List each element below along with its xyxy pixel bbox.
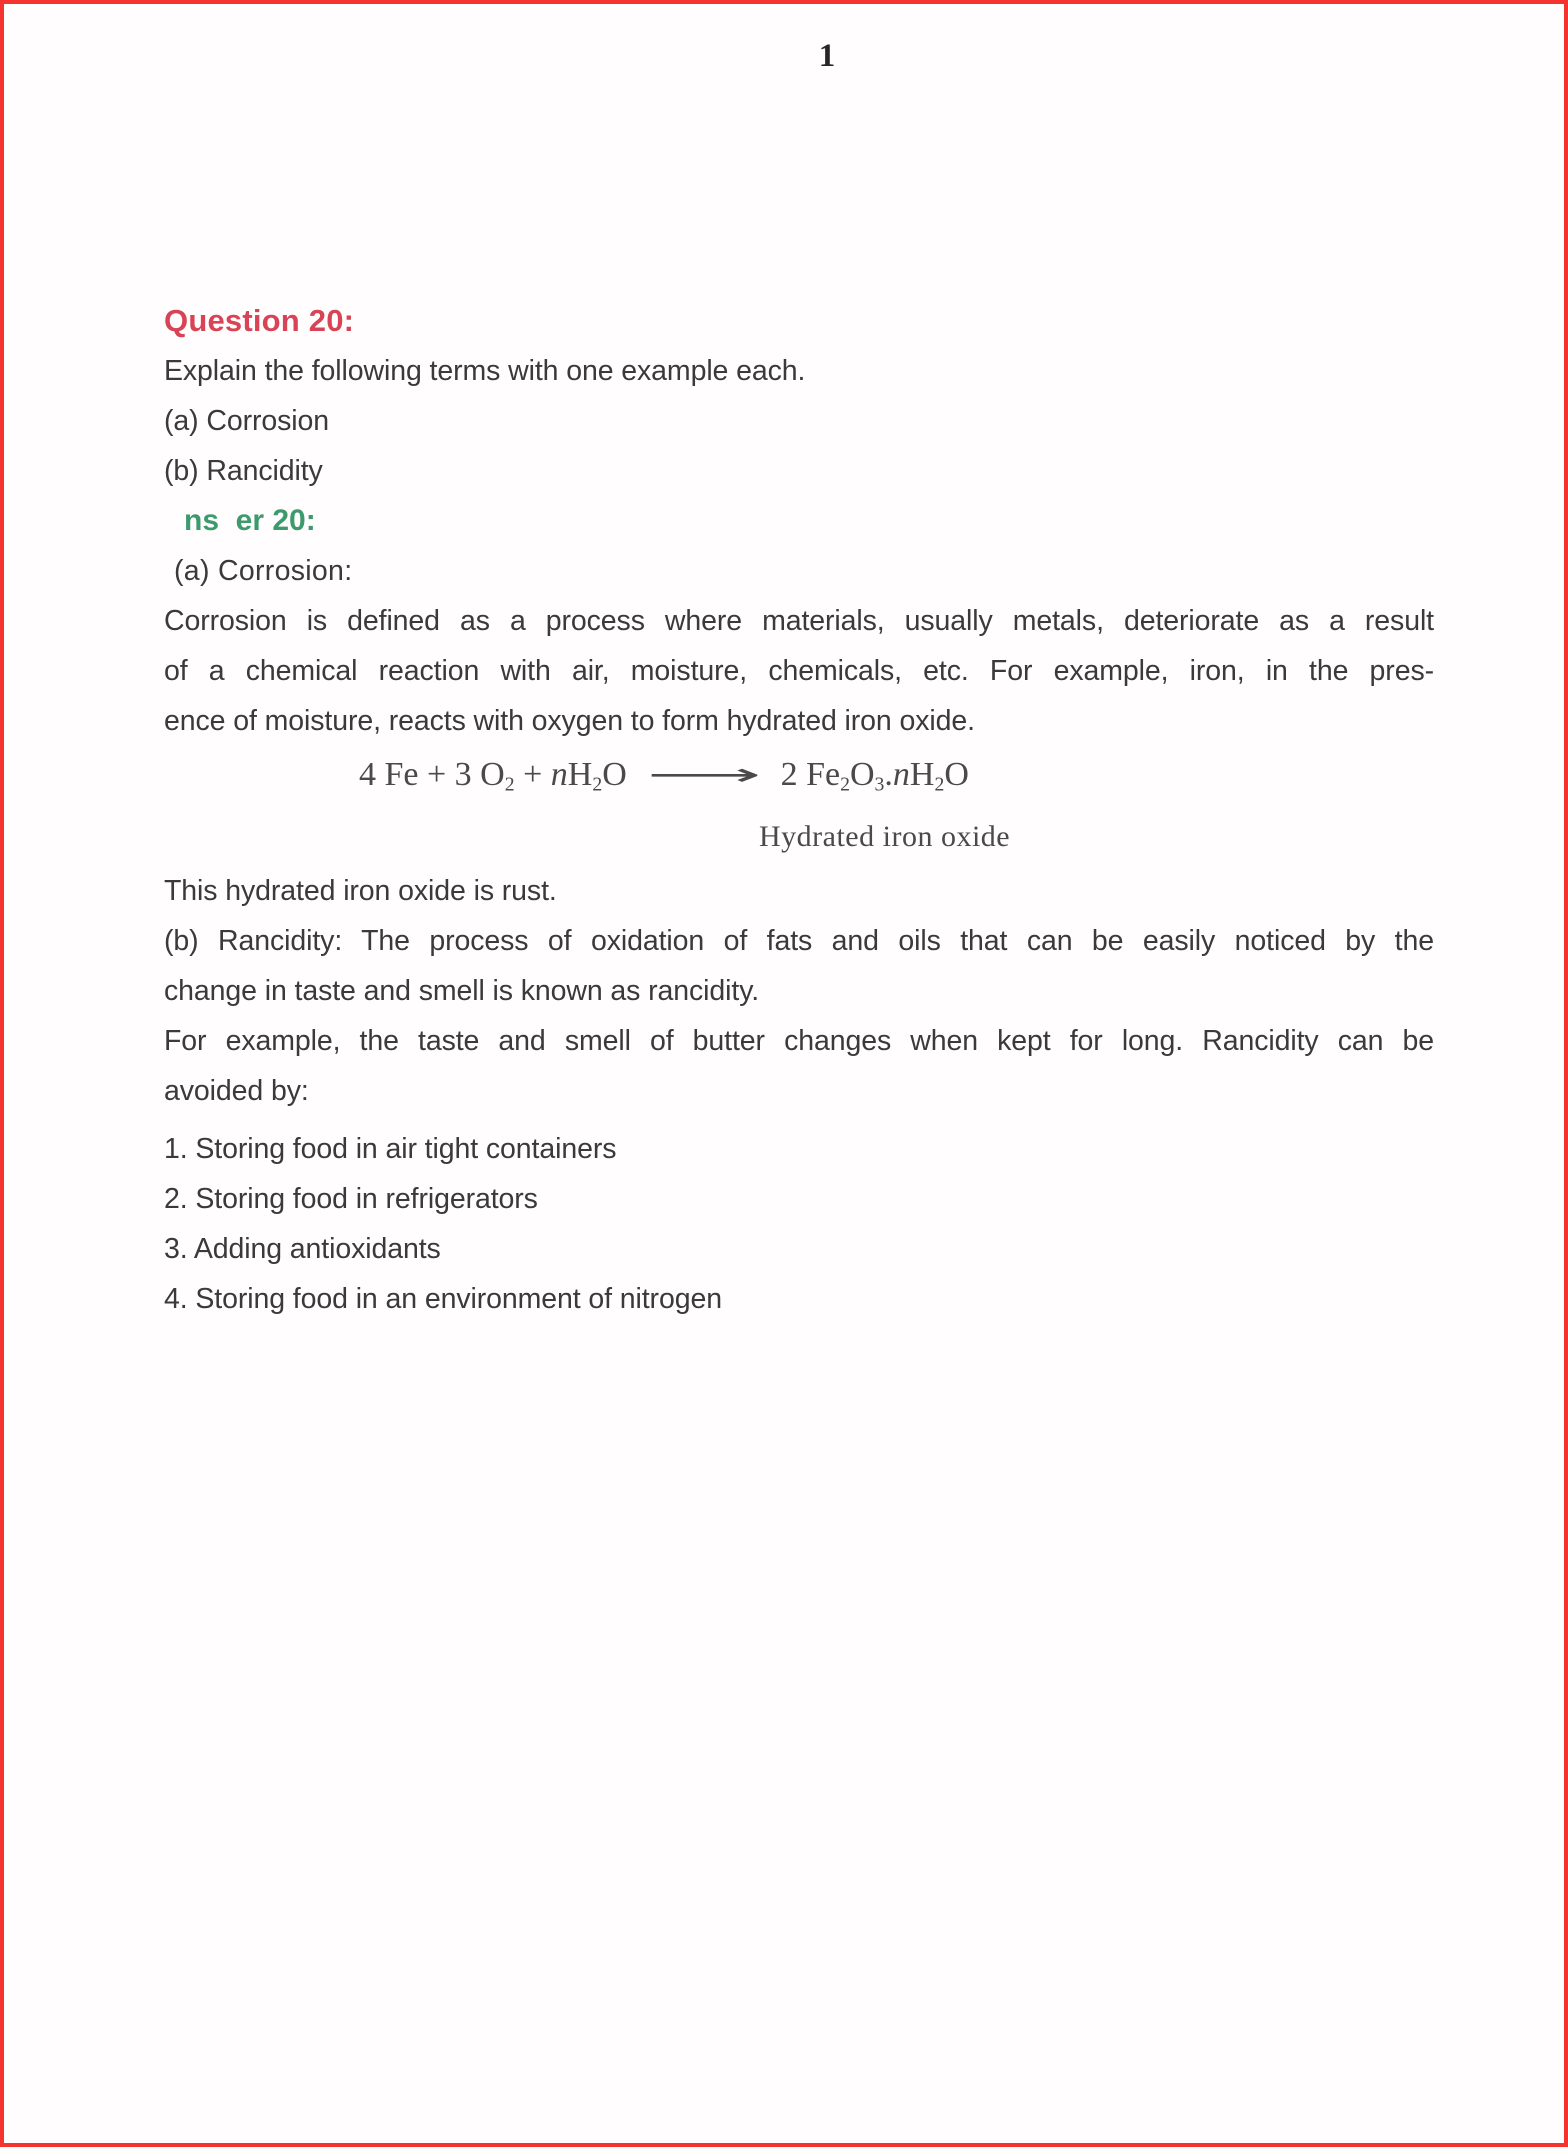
equation-segment: H <box>567 756 593 793</box>
rancidity-paragraph <box>164 916 1434 1016</box>
equation-segment: H <box>909 756 935 793</box>
paragraph-line: of a chemical reaction with air, moisture, chemicals, etc. For example, iron, in the pres- <box>164 655 1434 687</box>
equation-segment: 2 Fe <box>780 756 841 793</box>
paragraph-line: ence of moisture, reacts with oxygen to form hydrated iron oxide. <box>164 705 975 737</box>
paragraph-line: Corrosion is defined as a process where materials, usually metals, deteriorate as a result <box>164 605 1434 637</box>
question-heading: Question 20: <box>164 303 355 338</box>
subscript: 2 <box>504 773 515 796</box>
prevention-list <box>164 1124 1434 1324</box>
answer-heading: ns er 20: <box>184 504 316 537</box>
page-number: 1 <box>818 38 836 74</box>
subscript: 2 <box>592 773 603 796</box>
paragraph-line: (b) Rancidity: The process of oxidation of fats and oils that can be easily noticed by the <box>164 924 1434 957</box>
chemical-equation <box>164 746 1434 814</box>
answer-subheading: (a) Corrosion: <box>174 555 353 587</box>
equation-segment: 4 Fe + 3 O <box>359 756 505 793</box>
paragraph-line: avoided by: <box>164 1074 309 1107</box>
subscript: 2 <box>934 773 945 796</box>
rust-line: This hydrated iron oxide is rust. <box>164 874 557 907</box>
question-line: (b) Rancidity <box>164 455 323 487</box>
equation-label: Hydrated iron oxide <box>759 819 1011 853</box>
italic-coefficient: n <box>892 756 910 793</box>
paragraph-line: change in taste and smell is known as rancidity. <box>164 974 760 1007</box>
equation-segment: O <box>944 756 969 793</box>
equation-segment: . <box>884 756 893 793</box>
list-item: 2. Storing food in refrigerators <box>164 1182 538 1215</box>
question-body <box>164 346 1434 496</box>
italic-coefficient: n <box>550 756 568 793</box>
equation-segment: O <box>602 756 627 793</box>
question-line: Explain the following terms with one example each. <box>164 355 806 387</box>
equation-block <box>164 746 1434 860</box>
reaction-arrow-icon: ⟶ <box>646 758 761 793</box>
list-item: 3. Adding antioxidants <box>164 1232 441 1265</box>
subscript: 3 <box>874 773 885 796</box>
equation-segment: + <box>514 756 551 793</box>
page-content <box>4 4 1564 1324</box>
example-paragraph <box>164 1016 1434 1116</box>
equation-segment: O <box>849 756 875 793</box>
list-item: 4. Storing food in an environment of nitrogen <box>164 1282 722 1315</box>
list-item: 1. Storing food in air tight containers <box>164 1132 617 1165</box>
paragraph-line: For example, the taste and smell of butter changes when kept for long. Rancidity can be <box>164 1024 1434 1057</box>
question-line: (a) Corrosion <box>164 405 329 437</box>
subscript: 2 <box>840 773 850 796</box>
corrosion-paragraph <box>164 596 1434 746</box>
